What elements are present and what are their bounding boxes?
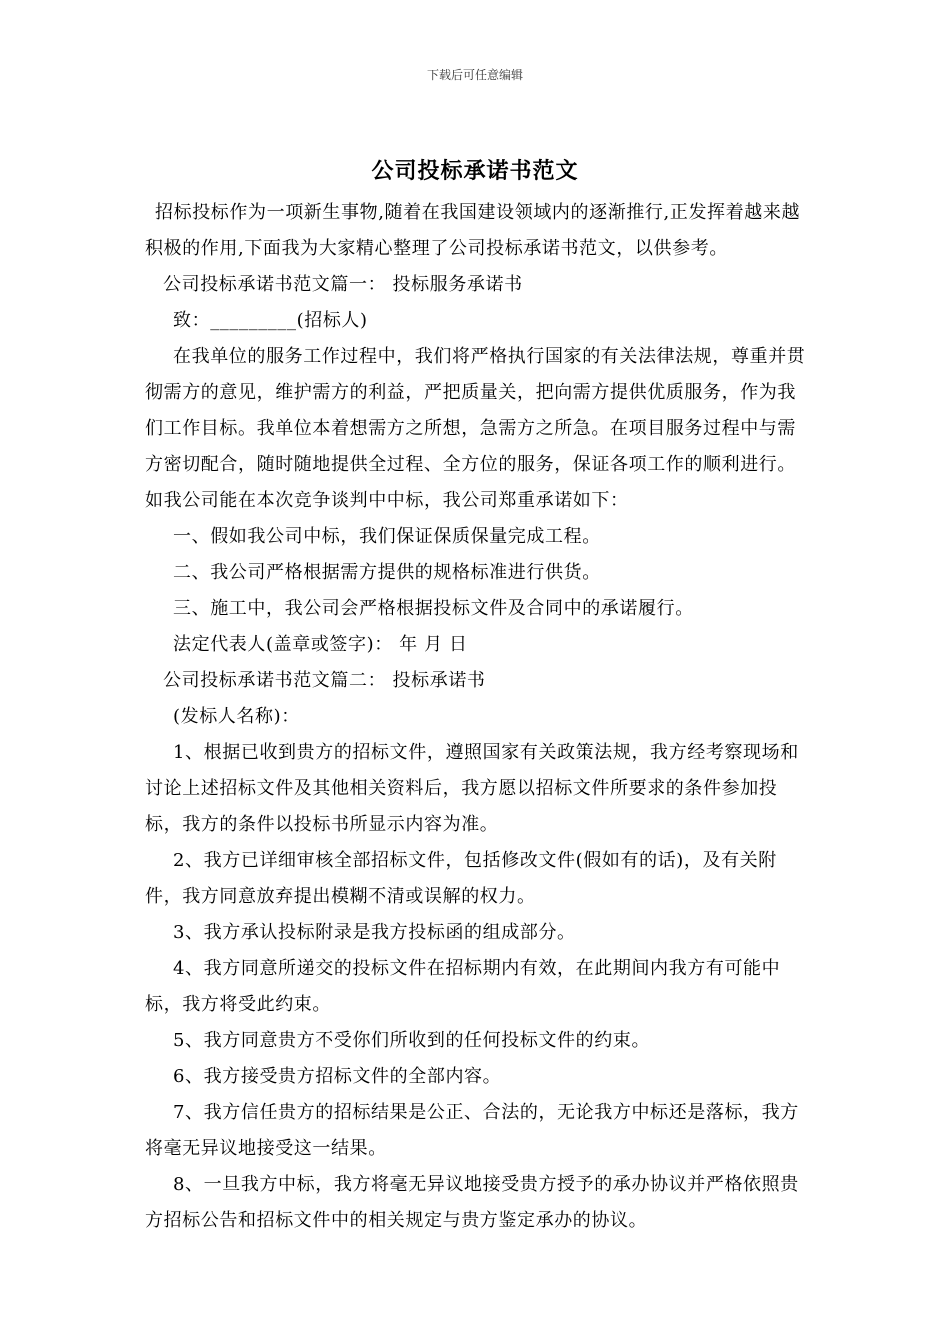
list-item: 三、施工中，我公司会严格根据投标文件及合同中的承诺履行。 bbox=[173, 598, 694, 619]
signature-line: 法定代表人(盖章或签字)： 年 月 日 bbox=[173, 634, 468, 655]
list-item: 一、假如我公司中标，我们保证保质保量完成工程。 bbox=[173, 526, 601, 547]
section-heading-2: 公司投标承诺书范文篇二： 投标承诺书 bbox=[163, 670, 486, 691]
document-title: 公司投标承诺书范文 bbox=[371, 158, 579, 184]
header-note: 下载后可任意编辑 bbox=[426, 68, 523, 82]
section-heading-1: 公司投标承诺书范文篇一： 投标服务承诺书 bbox=[163, 274, 523, 295]
list-item: 5、我方同意贵方不受你们所收到的任何投标文件的约束。 bbox=[173, 1030, 651, 1051]
body-paragraph: 在我单位的服务工作过程中，我们将严格执行国家的有关法律法规，尊重并贯彻需方的意见，维护需方的利益，严把质量关，把向需方提供优质服务，作为我们工作目标。我单位本着想需方之所想，急需方之所急。在项目服务过程中与需方密切配合，随时随地提供全过程、全方位的服务，保证各项工作的顺利进行。 如我公司能在本次竞争谈判中中标，我公司郑重承诺如下： bbox=[145, 346, 806, 511]
list-item: 8、一旦我方中标，我方将毫无异议地接受贵方授予的承办协议并严格依照贵方招标公告和招标文件中的相关规定与贵方鉴定承办的协议。 bbox=[145, 1174, 799, 1231]
list-item: 3、我方承认投标附录是我方投标函的组成部分。 bbox=[173, 922, 576, 943]
list-item: 6、我方接受贵方招标文件的全部内容。 bbox=[173, 1066, 502, 1087]
list-item: 1、根据已收到贵方的招标文件，遵照国家有关政策法规，我方经考察现场和讨论上述招标文件及其他相关资料后，我方愿以招标文件所要求的条件参加投标，我方的条件以投标书所显示内容为准。 bbox=[145, 742, 799, 835]
list-item: 2、我方已详细审核全部招标文件，包括修改文件(假如有的话)，及有关附件，我方同意放弃提出模糊不清或误解的权力。 bbox=[145, 850, 777, 907]
addressee-line: 致：_________(招标人) bbox=[173, 310, 368, 331]
list-item: 二、我公司严格根据需方提供的规格标准进行供货。 bbox=[173, 562, 601, 583]
list-item: 7、我方信任贵方的招标结果是公正、合法的，无论我方中标还是落标，我方将毫无异议地接受这一结果。 bbox=[145, 1102, 799, 1159]
document-body bbox=[145, 195, 809, 1239]
addressee-line: (发标人名称)： bbox=[173, 706, 300, 727]
list-item: 4、我方同意所递交的投标文件在招标期内有效，在此期间内我方有可能中标，我方将受此约束。 bbox=[145, 958, 781, 1015]
intro-paragraph: 招标投标作为一项新生事物,随着在我国建设领域内的逐渐推行,正发挥着越来越积极的作用,下面我为大家精心整理了公司投标承诺书范文，以供参考。 bbox=[145, 202, 801, 259]
